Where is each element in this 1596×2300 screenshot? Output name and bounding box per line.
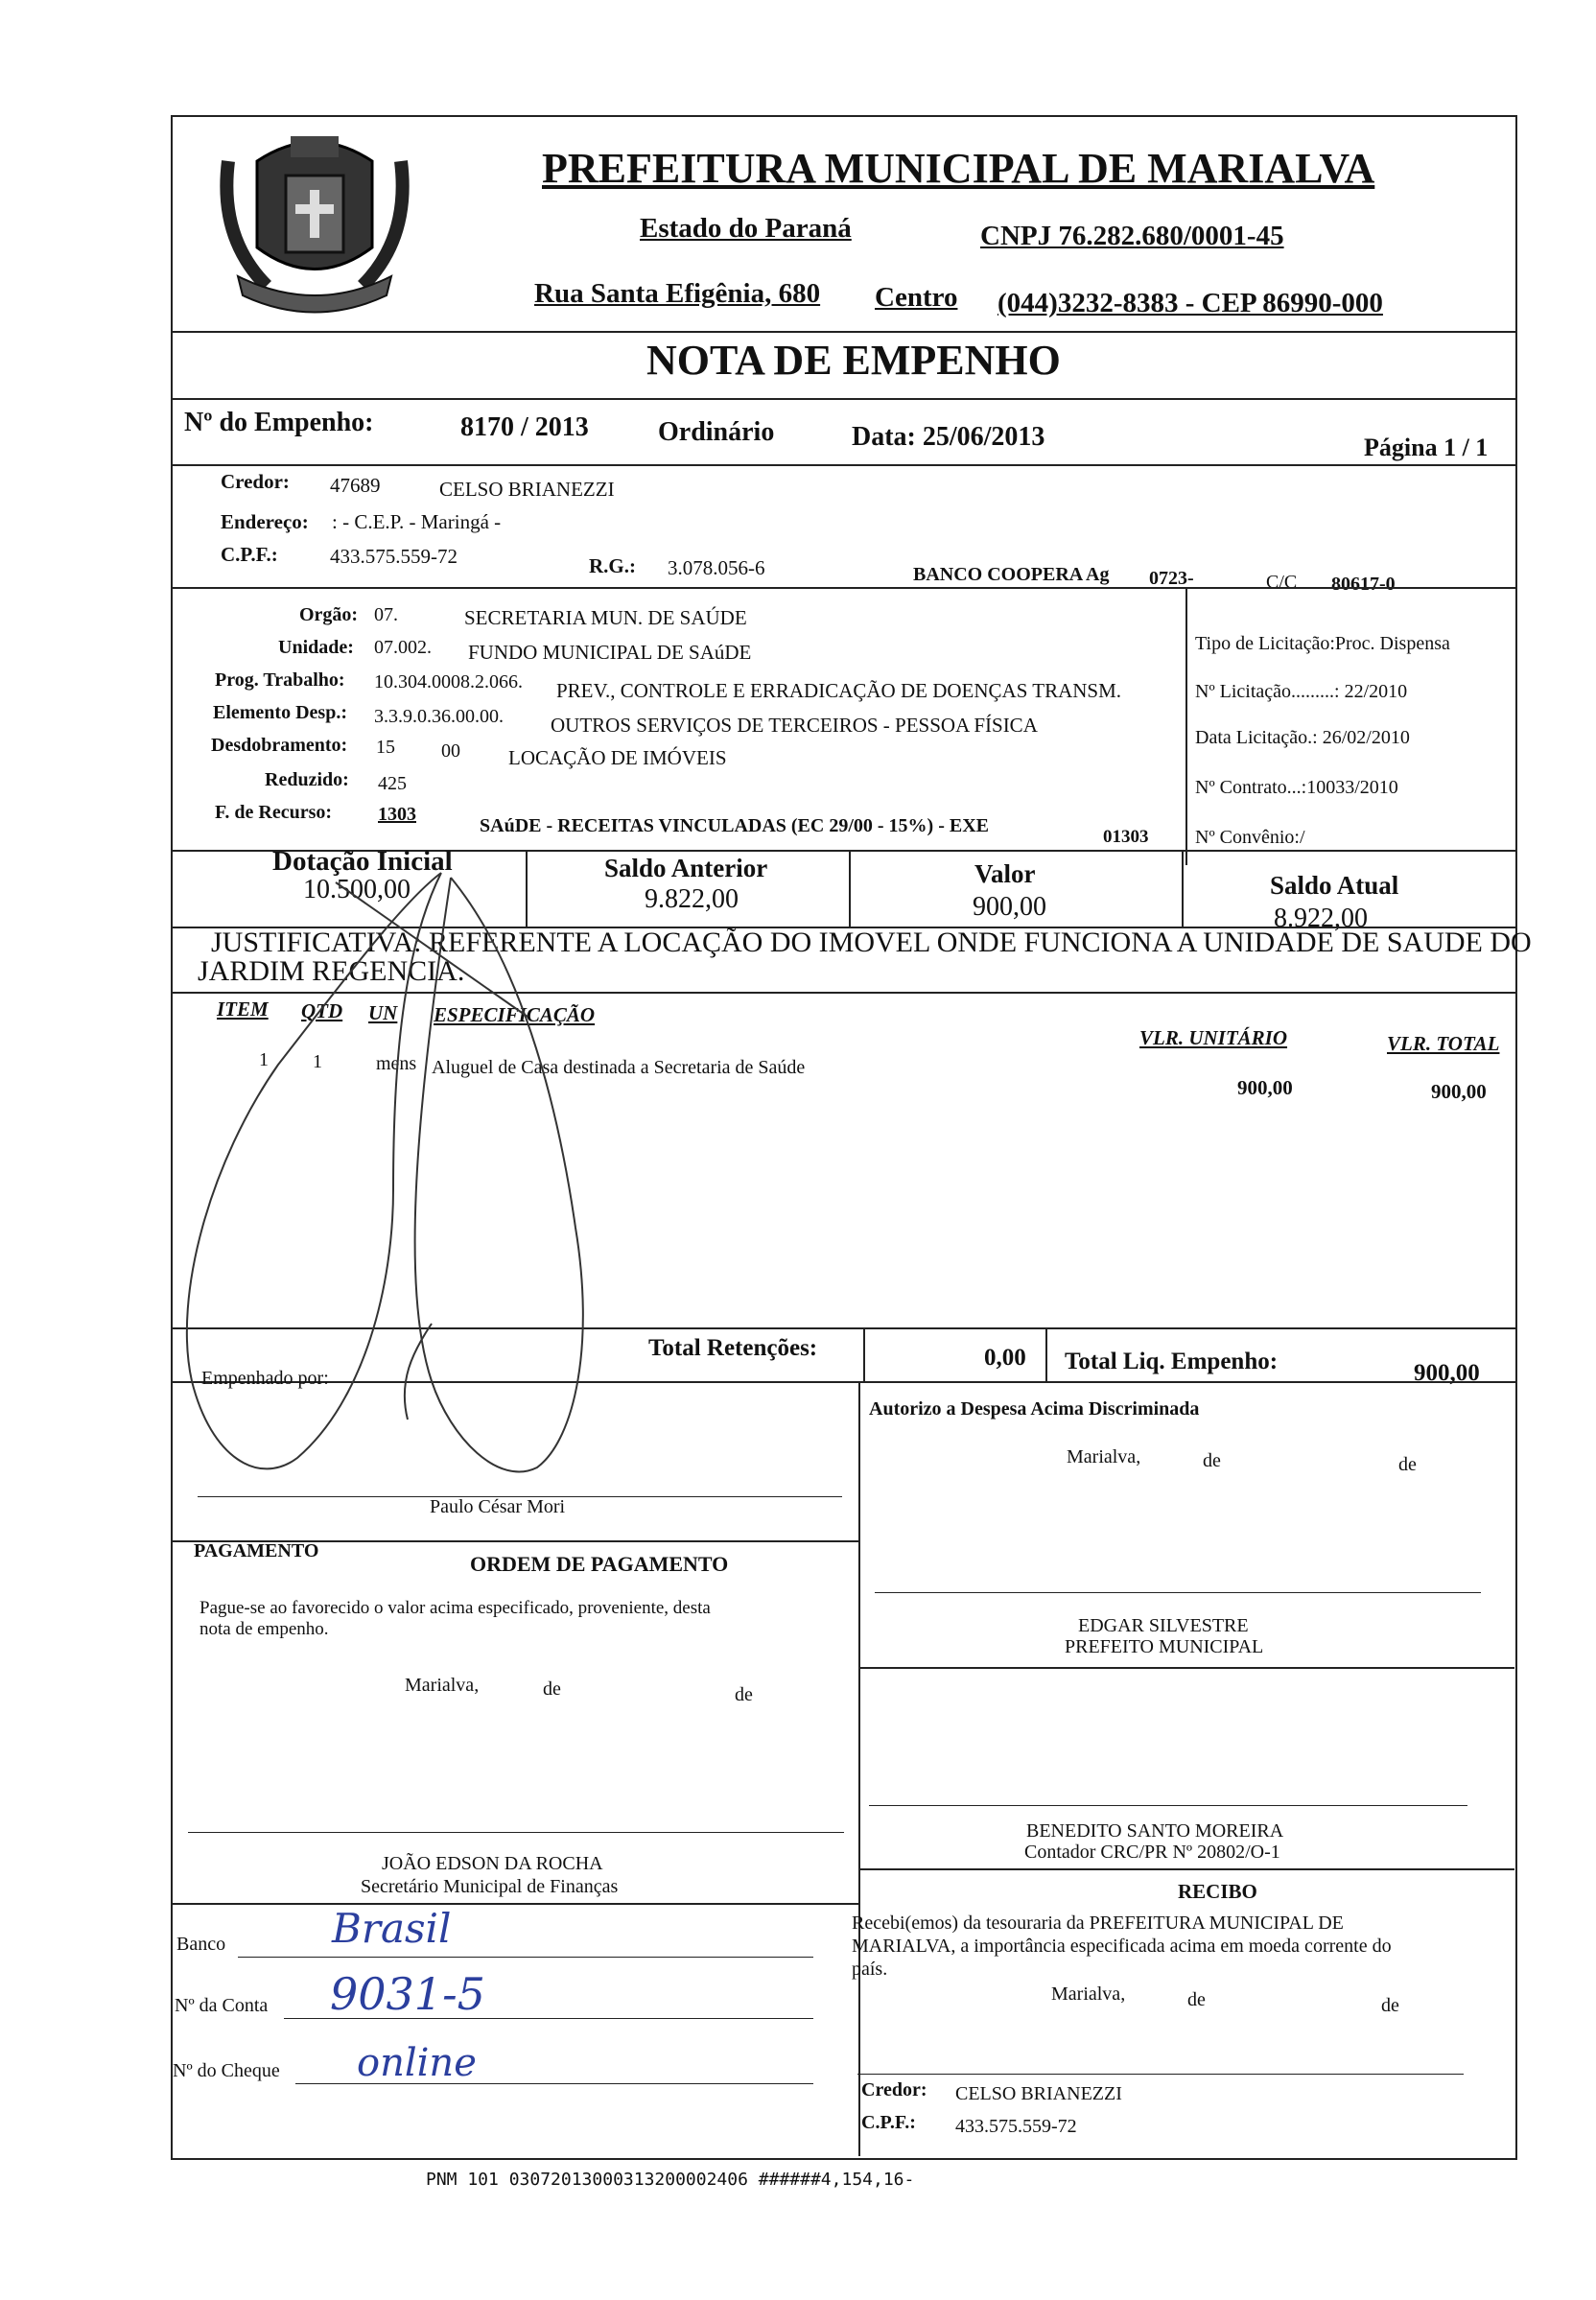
document-title: NOTA DE EMPENHO [646, 337, 1061, 384]
district-label: Centro [875, 282, 958, 313]
autorizo-place: Marialva, [1067, 1446, 1141, 1467]
saldo-atual-label: Saldo Atual [1270, 871, 1399, 900]
contador-role: Contador CRC/PR Nº 20802/O-1 [1024, 1842, 1280, 1863]
signature-line [869, 1805, 1467, 1806]
retencoes-value: 0,00 [984, 1345, 1026, 1371]
recibo-credor-label: Credor: [861, 2079, 927, 2101]
divider [858, 1381, 860, 2156]
divider [863, 1327, 865, 1381]
bank-agency: 0723- [1149, 568, 1194, 589]
unidade-value: FUNDO MUNICIPAL DE SAúDE [468, 641, 752, 664]
unit-price-col-header: VLR. UNITÁRIO [1139, 1026, 1288, 1049]
qtd-col-header: QTD [301, 999, 343, 1022]
contador-name: BENEDITO SANTO MOREIRA [1026, 1820, 1284, 1842]
justificativa-line-2: JARDIM REGENCIA. [198, 955, 465, 987]
bank-name: BANCO COOPERA Ag [913, 564, 1110, 585]
desdobramento-code: 15 [376, 737, 395, 758]
page-title: PREFEITURA MUNICIPAL DE MARIALVA [542, 145, 1375, 192]
page-number: Página 1 / 1 [1364, 434, 1489, 461]
retencoes-label: Total Retenções: [648, 1335, 818, 1361]
recibo-title: RECIBO [1178, 1880, 1257, 1903]
saldo-anterior-label: Saldo Anterior [604, 854, 768, 882]
divider [1182, 850, 1184, 927]
secretario-name: JOÃO EDSON DA ROCHA [382, 1853, 603, 1874]
fonte-value: SAúDE - RECEITAS VINCULADAS (EC 29/00 - 15%) - EXE [480, 815, 989, 836]
cheque-handwriting: online [357, 2041, 477, 2085]
desdobramento-value: LOCAÇÃO DE IMÓVEIS [508, 746, 727, 769]
payment-text-1: Pague-se ao favorecido o valor acima especificado, proveniente, desta [200, 1598, 711, 1618]
empenho-number-label: Nº do Empenho: [184, 408, 374, 437]
autorizo-label: Autorizo a Despesa Acima Discriminada [869, 1398, 1200, 1420]
prog-value: PREV., CONTROLE E ERRADICAÇÃO DE DOENÇAS TRANSM. [556, 679, 1122, 702]
licitacao-date: Data Licitação.: 26/02/2010 [1195, 727, 1410, 748]
recibo-de-1: de [1187, 1989, 1206, 2010]
payment-de-2: de [735, 1684, 753, 1705]
prog-label: Prog. Trabalho: [215, 669, 345, 691]
cheque-label: Nº do Cheque [173, 2060, 280, 2081]
autorizo-de-2: de [1398, 1454, 1417, 1475]
prog-code: 10.304.0008.2.066. [374, 671, 523, 692]
row-total: 900,00 [1431, 1080, 1487, 1103]
divider [171, 587, 1515, 589]
recibo-place: Marialva, [1051, 1983, 1126, 2005]
conta-handwriting: 9031-5 [330, 1968, 485, 2020]
convenio-number: Nº Convênio:/ [1195, 827, 1305, 848]
divider [849, 850, 851, 927]
recibo-cpf-value: 433.575.559-72 [955, 2116, 1077, 2137]
saldo-anterior-value: 9.822,00 [645, 884, 739, 914]
dotacao-label: Dotação Inicial [272, 846, 453, 877]
divider [1045, 1327, 1047, 1381]
valor-value: 900,00 [973, 892, 1046, 922]
divider [858, 1868, 1514, 1870]
divider [858, 1667, 1514, 1669]
recibo-text-2: MARIALVA, a importância especificada acima em moeda corrente do [852, 1936, 1392, 1957]
unidade-label: Unidade: [278, 637, 354, 658]
divider [171, 1903, 859, 1905]
autorizo-de-1: de [1203, 1450, 1221, 1471]
footer-barcode-text: PNM 101 03072013000313200002406 ######4,154,16- [426, 2170, 915, 2190]
unidade-code: 07.002. [374, 637, 432, 658]
un-col-header: UN [368, 1001, 398, 1024]
address-label: Endereço: [221, 510, 309, 533]
banco-handwriting: Brasil [332, 1905, 452, 1952]
fonte-label: F. de Recurso: [215, 802, 333, 823]
total-col-header: VLR. TOTAL [1387, 1032, 1500, 1055]
row-unit-price: 900,00 [1237, 1076, 1293, 1099]
payment-text-2: nota de empenho. [200, 1619, 329, 1639]
elemento-value: OUTROS SERVIÇOS DE TERCEIROS - PESSOA FÍSICA [551, 714, 1038, 737]
dotacao-value: 10.500,00 [303, 875, 411, 904]
handwritten-signature [153, 844, 633, 1496]
recibo-text-3: país. [852, 1959, 888, 1980]
divider [171, 464, 1515, 466]
municipal-crest-logo [219, 123, 411, 324]
cc-label: C/C [1266, 572, 1298, 593]
fonte-number: 01303 [1103, 827, 1149, 847]
banco-line [238, 1957, 813, 1958]
recibo-de-2: de [1381, 1995, 1399, 2016]
recibo-text-1: Recebi(emos) da tesouraria da PREFEITURA MUNICIPAL DE [852, 1913, 1344, 1934]
recibo-cpf-label: C.P.F.: [861, 2112, 916, 2133]
item-col-header: ITEM [217, 997, 269, 1021]
signature-line [857, 2074, 1464, 2075]
fonte-code: 1303 [378, 804, 416, 825]
street-label: Rua Santa Efigênia, 680 [534, 278, 821, 309]
empenho-type: Ordinário [658, 417, 775, 447]
orgao-code: 07. [374, 604, 398, 625]
row-espec: Aluguel de Casa destinada a Secretaria de Saúde [432, 1057, 806, 1078]
secretario-role: Secretário Municipal de Finanças [361, 1876, 619, 1897]
state-label: Estado do Paraná [640, 213, 852, 244]
espec-col-header: ESPECIFICAÇÃO [434, 1003, 596, 1026]
prefeito-name: EDGAR SILVESTRE [1078, 1615, 1249, 1636]
rg-value: 3.078.056-6 [668, 556, 765, 579]
conta-label: Nº da Conta [175, 1995, 269, 2016]
saldo-atual-value: 8.922,00 [1274, 904, 1368, 933]
licitacao-type: Tipo de Licitação:Proc. Dispensa [1195, 633, 1450, 654]
empenho-date: Data: 25/06/2013 [852, 422, 1045, 452]
licitacao-number: Nº Licitação.........: 22/2010 [1195, 681, 1408, 702]
divider [1185, 587, 1187, 865]
ordem-label: ORDEM DE PAGAMENTO [470, 1552, 729, 1576]
reduzido-label: Reduzido: [265, 769, 349, 790]
payment-place: Marialva, [405, 1675, 480, 1696]
prefeito-role: PREFEITO MUNICIPAL [1065, 1636, 1264, 1657]
banco-label: Banco [176, 1934, 226, 1955]
cc-value: 80617-0 [1331, 574, 1396, 595]
signature-line [188, 1832, 844, 1833]
justificativa-line-1: JUSTIFICATIVA: REFERENTE A LOCAÇÃO DO IMOVEL ONDE FUNCIONA A UNIDADE DE SAUDE DO [211, 927, 1532, 958]
elemento-label: Elemento Desp.: [213, 702, 347, 723]
row-un: mens [376, 1053, 417, 1074]
payment-de-1: de [543, 1678, 561, 1700]
desdobramento-label: Desdobramento: [211, 735, 348, 756]
credor-label: Credor: [221, 470, 290, 493]
empenho-number: 8170 / 2013 [460, 412, 589, 442]
divider [171, 331, 1515, 333]
mori-name: Paulo César Mori [430, 1496, 566, 1517]
credor-code: 47689 [330, 474, 381, 497]
phone-cep-label: (044)3232-8383 - CEP 86990-000 [998, 288, 1383, 318]
desdobramento-sub: 00 [441, 740, 460, 762]
row-qtd: 1 [313, 1051, 322, 1072]
orgao-label: Orgão: [299, 604, 359, 625]
address-value: : - C.E.P. - Maringá - [332, 510, 502, 533]
row-item: 1 [259, 1049, 269, 1070]
rg-label: R.G.: [589, 554, 636, 577]
cnpj-label: CNPJ 76.282.680/0001-45 [980, 221, 1284, 251]
credor-name: CELSO BRIANEZZI [439, 478, 615, 501]
liquido-value: 900,00 [1414, 1360, 1480, 1386]
elemento-code: 3.3.9.0.36.00.00. [374, 706, 504, 727]
empenhado-label: Empenhado por: [201, 1368, 329, 1389]
signature-line [875, 1592, 1481, 1593]
pagamento-label: PAGAMENTO [194, 1540, 319, 1561]
recibo-credor-name: CELSO BRIANEZZI [955, 2083, 1122, 2104]
cpf-value: 433.575.559-72 [330, 545, 458, 568]
cpf-label: C.P.F.: [221, 543, 278, 566]
valor-label: Valor [974, 859, 1036, 888]
liquido-label: Total Liq. Empenho: [1065, 1349, 1279, 1374]
divider [171, 398, 1515, 400]
contrato-number: Nº Contrato...:10033/2010 [1195, 777, 1398, 798]
orgao-value: SECRETARIA MUN. DE SAÚDE [464, 606, 747, 629]
reduzido-value: 425 [378, 773, 407, 794]
